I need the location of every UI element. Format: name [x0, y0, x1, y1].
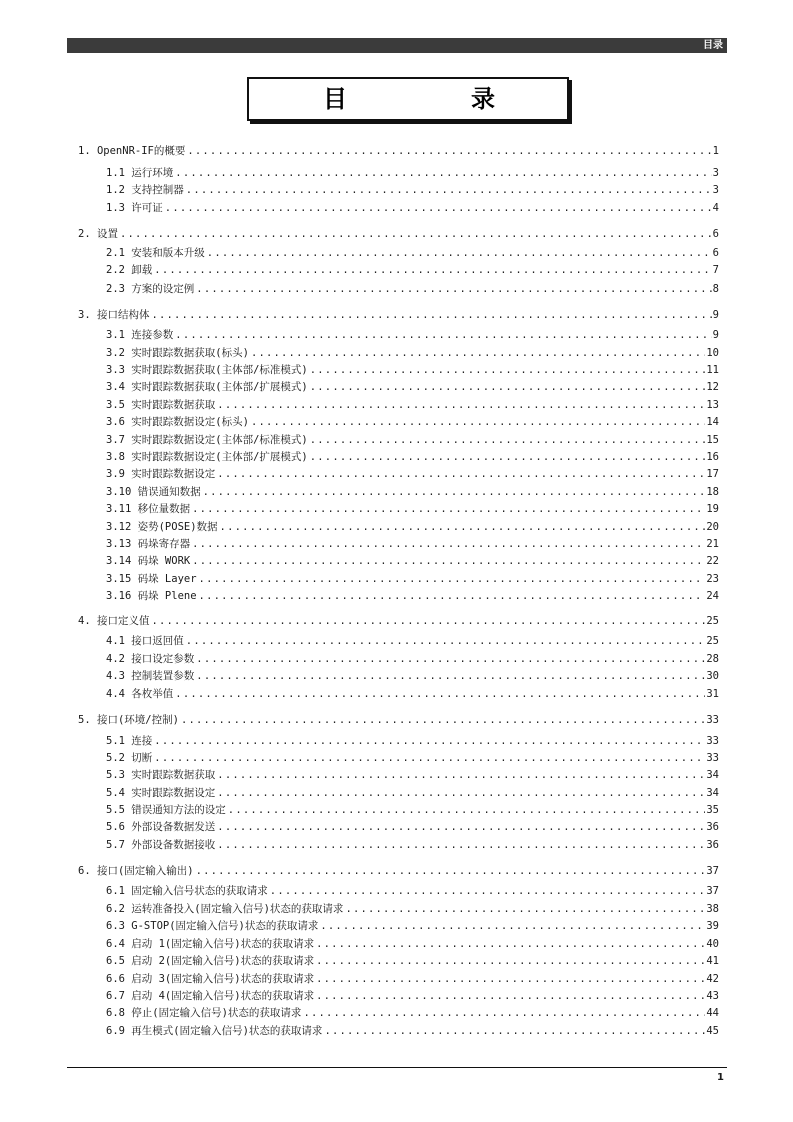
toc-entry-page: 7: [712, 264, 719, 276]
toc-entry-title: 2. 设置: [78, 228, 118, 240]
toc-leader-dots: [217, 397, 705, 414]
toc-entry-title: 3.14 码垛 WORK: [106, 555, 191, 567]
toc-entry[interactable]: [106, 327, 719, 344]
toc-entry-page: 12: [706, 381, 719, 393]
toc-entry-title: 5.3 实时跟踪数据获取: [106, 769, 216, 781]
toc-entry[interactable]: [106, 668, 719, 685]
toc-entry-title: 3.1 连接参数: [106, 329, 174, 341]
toc-leader-dots: [320, 918, 705, 935]
toc-entry-title: 6.2 运转准备投入(固定输入信号)状态的获取请求: [106, 903, 344, 915]
toc-leader-dots: [316, 936, 705, 953]
toc-entry-page: 11: [706, 364, 719, 376]
toc-entry[interactable]: [106, 936, 719, 953]
toc-entry-page: 6: [712, 247, 719, 259]
toc-leader-dots: [228, 802, 706, 819]
toc-entry-title: 5. 接口(环境/控制): [78, 714, 179, 726]
toc-entry-title: 5.1 连接: [106, 735, 153, 747]
toc-entry-title: 3.9 实时跟踪数据设定: [106, 468, 216, 480]
toc-entry[interactable]: [106, 182, 719, 199]
toc-entry-title: 1. OpenNR-IF的概要: [78, 145, 186, 157]
toc-entry-page: 22: [706, 555, 719, 567]
toc-entry[interactable]: [106, 397, 719, 414]
toc-entry[interactable]: [106, 165, 719, 182]
toc-leader-dots: [187, 143, 711, 160]
toc-leader-dots: [154, 733, 705, 750]
toc-entry-title: 6.4 启动 1(固定输入信号)状态的获取请求: [106, 938, 315, 950]
toc-entry-page: 18: [706, 486, 719, 498]
toc-leader-dots: [217, 785, 705, 802]
toc-entry-page: 8: [712, 283, 719, 295]
toc-entry[interactable]: [106, 245, 719, 262]
toc-leader-dots: [196, 863, 706, 880]
toc-leader-dots: [199, 571, 706, 588]
toc-leader-dots: [310, 449, 706, 466]
toc-entry-page: 25: [706, 635, 719, 647]
toc-entry[interactable]: [78, 226, 719, 243]
toc-entry[interactable]: [106, 519, 719, 536]
toc-leader-dots: [310, 362, 706, 379]
title-char-1: 目: [323, 85, 347, 113]
toc-entry[interactable]: [106, 750, 719, 767]
toc-leader-dots: [196, 668, 705, 685]
toc-entry-title: 4.4 各枚举值: [106, 688, 174, 700]
toc-entry-title: 3.11 移位量数据: [106, 503, 191, 515]
toc-entry-page: 37: [706, 865, 719, 877]
header-bar: [67, 38, 727, 53]
toc-entry-title: 6.8 停止(固定输入信号)状态的获取请求: [106, 1007, 302, 1019]
toc-leader-dots: [303, 1005, 705, 1022]
toc-entry[interactable]: [106, 362, 719, 379]
toc-leader-dots: [181, 712, 705, 729]
toc-leader-dots: [199, 588, 706, 605]
toc-entry-page: 24: [706, 590, 719, 602]
toc-entry-title: 3.2 实时跟踪数据获取(标头): [106, 347, 249, 359]
toc-entry-page: 28: [706, 653, 719, 665]
toc-leader-dots: [175, 165, 711, 182]
toc-entry[interactable]: [106, 345, 719, 362]
toc-entry[interactable]: [78, 613, 719, 630]
toc-entry[interactable]: [106, 733, 719, 750]
toc-leader-dots: [310, 432, 706, 449]
toc-entry-page: 30: [706, 670, 719, 682]
toc-entry-page: 16: [706, 451, 719, 463]
toc-entry[interactable]: [106, 414, 719, 431]
toc-entry[interactable]: [106, 588, 719, 605]
toc-entry[interactable]: [106, 802, 719, 819]
toc-leader-dots: [154, 750, 705, 767]
toc-entry-title: 3.3 实时跟踪数据获取(主体部/标准模式): [106, 364, 308, 376]
toc-entry-title: 6.6 启动 3(固定输入信号)状态的获取请求: [106, 973, 315, 985]
toc-entry-title: 6.7 启动 4(固定输入信号)状态的获取请求: [106, 990, 315, 1002]
toc-entry[interactable]: [78, 143, 719, 160]
toc-entry-page: 35: [706, 804, 719, 816]
toc-entry-title: 3.7 实时跟踪数据设定(主体部/标准模式): [106, 434, 308, 446]
toc-entry-title: 6. 接口(固定输入输出): [78, 865, 194, 877]
toc-entry-title: 6.5 启动 2(固定输入信号)状态的获取请求: [106, 955, 315, 967]
toc-entry-page: 3: [712, 167, 719, 179]
toc-entry-title: 3.12 姿势(POSE)数据: [106, 521, 218, 533]
toc-entry-title: 5.7 外部设备数据接收: [106, 839, 216, 851]
toc-entry-title: 5.4 实时跟踪数据设定: [106, 787, 216, 799]
toc-entry-title: 5.6 外部设备数据发送: [106, 821, 216, 833]
toc-leader-dots: [220, 519, 706, 536]
toc-entry[interactable]: [106, 918, 719, 935]
toc-leader-dots: [196, 651, 705, 668]
toc-entry[interactable]: [106, 651, 719, 668]
toc-entry-page: 37: [706, 885, 719, 897]
toc-entry-title: 4.3 控制装置参数: [106, 670, 195, 682]
toc-entry-title: 4.1 接口返回值: [106, 635, 184, 647]
toc-leader-dots: [154, 262, 711, 279]
toc-entry[interactable]: [106, 1023, 719, 1040]
toc-entry-page: 1: [712, 145, 719, 157]
header-label: 目录: [703, 40, 723, 51]
toc-entry[interactable]: [106, 953, 719, 970]
toc-entry-title: 4.2 接口设定参数: [106, 653, 195, 665]
toc-entry-page: 34: [706, 769, 719, 781]
toc-entry-title: 3.5 实时跟踪数据获取: [106, 399, 216, 411]
toc-entry[interactable]: [106, 785, 719, 802]
toc-entry-page: 42: [706, 973, 719, 985]
toc-leader-dots: [120, 226, 712, 243]
toc-leader-dots: [203, 484, 706, 501]
toc-leader-dots: [217, 819, 705, 836]
toc-entry-title: 3.8 实时跟踪数据设定(主体部/扩展模式): [106, 451, 308, 463]
toc-leader-dots: [192, 536, 705, 553]
toc-entry-page: 17: [706, 468, 719, 480]
toc-entry[interactable]: [106, 971, 719, 988]
toc-entry[interactable]: [106, 501, 719, 518]
toc-entry-title: 5.5 错误通知方法的设定: [106, 804, 226, 816]
toc-entry-page: 23: [706, 573, 719, 585]
toc-entry[interactable]: [106, 262, 719, 279]
toc-entry[interactable]: [106, 484, 719, 501]
toc-entry-page: 31: [706, 688, 719, 700]
toc-entry[interactable]: [106, 449, 719, 466]
toc-leader-dots: [345, 901, 705, 918]
toc-leader-dots: [316, 988, 705, 1005]
toc-entry[interactable]: [106, 633, 719, 650]
toc-entry-title: 2.1 安装和版本升级: [106, 247, 205, 259]
toc-entry-title: 5.2 切断: [106, 752, 153, 764]
toc-leader-dots: [186, 182, 712, 199]
toc-entry[interactable]: [106, 571, 719, 588]
toc-entry-page: 41: [706, 955, 719, 967]
toc-leader-dots: [316, 953, 705, 970]
toc-entry[interactable]: [106, 432, 719, 449]
toc-entry-page: 15: [706, 434, 719, 446]
toc-entry-page: 9: [712, 329, 719, 341]
toc-leader-dots: [165, 200, 712, 217]
toc-leader-dots: [324, 1023, 705, 1040]
toc-leader-dots: [175, 686, 705, 703]
toc-entry[interactable]: [106, 767, 719, 784]
toc-entry-page: 36: [706, 839, 719, 851]
toc-entry[interactable]: [78, 307, 719, 324]
page-number: 1: [717, 1072, 724, 1083]
toc-entry-title: 3.6 实时跟踪数据设定(标头): [106, 416, 249, 428]
toc-entry[interactable]: [106, 1005, 719, 1022]
toc-entry[interactable]: [106, 901, 719, 918]
toc-entry[interactable]: [106, 883, 719, 900]
toc-leader-dots: [316, 971, 705, 988]
toc-entry-title: 1.1 运行环境: [106, 167, 174, 179]
toc-entry-page: 21: [706, 538, 719, 550]
toc-entry-title: 3. 接口结构体: [78, 309, 150, 321]
toc-entry-title: 3.16 码垛 Plene: [106, 590, 197, 602]
toc-entry-title: 3.15 码垛 Layer: [106, 573, 197, 585]
toc-entry-page: 40: [706, 938, 719, 950]
toc-leader-dots: [270, 883, 706, 900]
toc-leader-dots: [217, 837, 705, 854]
footer-divider: [67, 1067, 727, 1068]
title-char-2: 录: [471, 85, 495, 113]
toc-entry-title: 4. 接口定义值: [78, 615, 150, 627]
toc-entry-title: 6.3 G-STOP(固定输入信号)状态的获取请求: [106, 920, 319, 932]
toc-entry-page: 44: [706, 1007, 719, 1019]
toc-entry[interactable]: [106, 536, 719, 553]
toc-entry[interactable]: [106, 466, 719, 483]
toc-entry-title: 3.10 错误通知数据: [106, 486, 201, 498]
toc-entry[interactable]: [78, 712, 719, 729]
toc-entry-page: 45: [706, 1025, 719, 1037]
toc-entry-page: 4: [712, 202, 719, 214]
toc-entry-title: 3.13 码垛寄存器: [106, 538, 191, 550]
toc-leader-dots: [151, 307, 711, 324]
toc-entry-page: 9: [712, 309, 719, 321]
toc-leader-dots: [192, 501, 705, 518]
toc-leader-dots: [207, 245, 712, 262]
toc-entry-title: 1.3 许可证: [106, 202, 163, 214]
toc-entry-title: 2.3 方案的设定例: [106, 283, 195, 295]
toc-entry-page: 36: [706, 821, 719, 833]
toc-leader-dots: [175, 327, 711, 344]
toc-entry-title: 6.9 再生模式(固定输入信号)状态的获取请求: [106, 1025, 323, 1037]
toc-leader-dots: [151, 613, 705, 630]
toc-entry-page: 33: [706, 735, 719, 747]
toc-entry[interactable]: [106, 200, 719, 217]
toc-leader-dots: [217, 466, 705, 483]
page-title: [247, 77, 569, 121]
toc-entry[interactable]: [106, 281, 719, 298]
toc-leader-dots: [192, 553, 705, 570]
toc-entry-page: 25: [706, 615, 719, 627]
toc-entry[interactable]: [106, 819, 719, 836]
toc-entry[interactable]: [106, 379, 719, 396]
toc-leader-dots: [196, 281, 711, 298]
toc-leader-dots: [217, 767, 705, 784]
toc-entry-page: 38: [706, 903, 719, 915]
toc-entry-page: 14: [706, 416, 719, 428]
toc-entry-title: 1.2 支持控制器: [106, 184, 184, 196]
toc-entry-page: 6: [712, 228, 719, 240]
toc-entry-page: 39: [706, 920, 719, 932]
toc-leader-dots: [251, 345, 705, 362]
toc-leader-dots: [186, 633, 706, 650]
toc-entry[interactable]: [78, 863, 719, 880]
toc-leader-dots: [310, 379, 706, 396]
toc-entry-page: 43: [706, 990, 719, 1002]
toc-entry[interactable]: [106, 837, 719, 854]
toc-entry[interactable]: [106, 988, 719, 1005]
toc-entry-page: 34: [706, 787, 719, 799]
toc-entry-page: 33: [706, 752, 719, 764]
toc-entry-page: 3: [712, 184, 719, 196]
toc-entry-page: 13: [706, 399, 719, 411]
toc-entry-page: 19: [706, 503, 719, 515]
toc-entry[interactable]: [106, 686, 719, 703]
toc-entry-page: 10: [706, 347, 719, 359]
toc-entry-title: 6.1 固定输入信号状态的获取请求: [106, 885, 268, 897]
toc-leader-dots: [251, 414, 705, 431]
toc-entry[interactable]: [106, 553, 719, 570]
toc-entry-page: 20: [706, 521, 719, 533]
toc-entry-title: 3.4 实时跟踪数据获取(主体部/扩展模式): [106, 381, 308, 393]
toc-entry-page: 33: [706, 714, 719, 726]
toc-entry-title: 2.2 卸载: [106, 264, 153, 276]
